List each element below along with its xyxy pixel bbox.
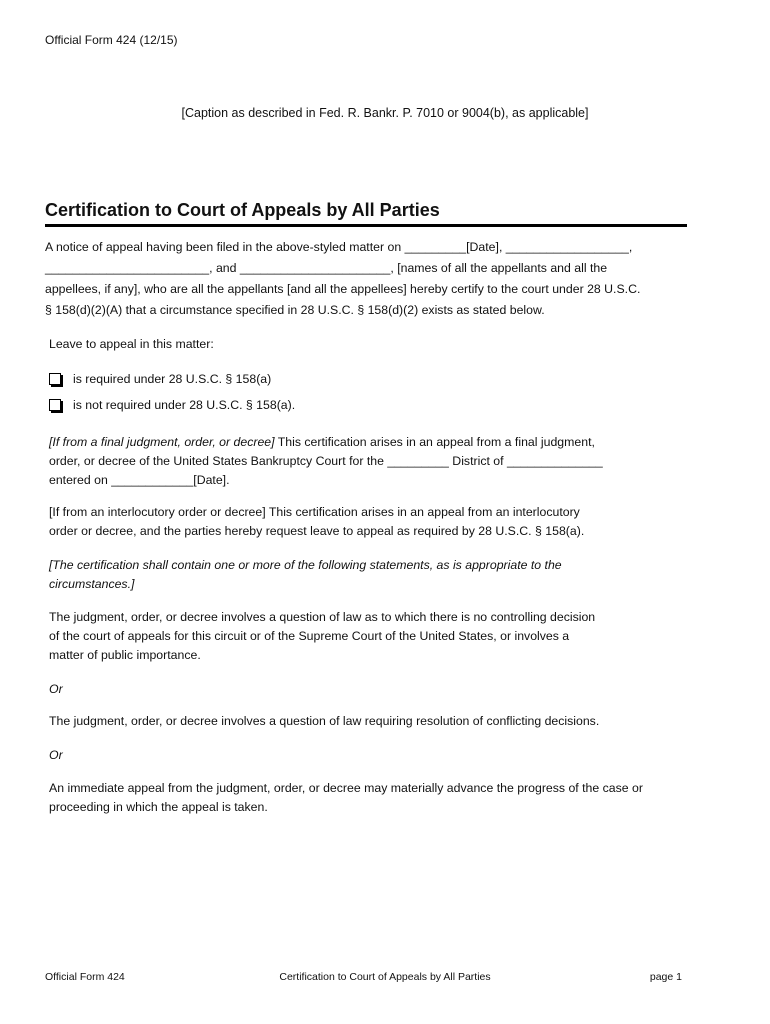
final-judgment-line: order, or decree of the United States Bankruptcy Court for the _________ District of ______________ bbox=[49, 454, 603, 468]
leave-label: Leave to appeal in this matter: bbox=[49, 337, 214, 351]
option-not-required-label: is not required under 28 U.S.C. § 158(a). bbox=[73, 398, 296, 412]
footer-title: Certification to Court of Appeals by All Parties bbox=[279, 971, 491, 983]
footer-page-number: page 1 bbox=[649, 971, 682, 983]
statement-line: proceeding in which the appeal is taken. bbox=[49, 800, 268, 814]
final-judgment-lead: [If from a final judgment, order, or decree] bbox=[49, 435, 275, 449]
statement-line: The judgment, order, or decree involves a question of law as to which there is no controlling decision bbox=[49, 610, 596, 624]
checkbox-not-required[interactable] bbox=[49, 399, 61, 411]
statement-line: An immediate appeal from the judgment, order, or decree may materially advance the progress of the case or bbox=[49, 781, 643, 795]
footer-form-id: Official Form 424 bbox=[45, 971, 125, 983]
intro-line: A notice of appeal having been filed in the above-styled matter on _________[Date], __________________, bbox=[45, 240, 633, 254]
intro-line: appellees, if any], who are all the appellants [and all the appellees] hereby certify to the court under 28 U.S.C. bbox=[45, 282, 641, 296]
instruction-paragraph bbox=[49, 556, 669, 594]
statement-line: matter of public importance. bbox=[49, 648, 201, 662]
intro-line: § 158(d)(2)(A) that a circumstance specified in 28 U.S.C. § 158(d)(2) exists as stated below. bbox=[45, 303, 545, 317]
caption-placeholder: [Caption as described in Fed. R. Bankr. P. 7010 or 9004(b), as applicable] bbox=[181, 106, 589, 120]
interlocutory-line: order or decree, and the parties hereby request leave to appeal as required by 28 U.S.C. § 158(a). bbox=[49, 524, 585, 538]
statement-no-controlling-decision bbox=[49, 608, 669, 665]
option-not-required[interactable] bbox=[49, 392, 295, 418]
statement-line: of the court of appeals for this circuit or of the Supreme Court of the United States, or involves a bbox=[49, 629, 570, 643]
option-required-label: is required under 28 U.S.C. § 158(a) bbox=[73, 372, 272, 386]
title-divider bbox=[45, 224, 687, 227]
or-separator: Or bbox=[49, 682, 63, 696]
option-required[interactable] bbox=[49, 366, 295, 392]
leave-options bbox=[49, 366, 295, 418]
or-separator: Or bbox=[49, 748, 63, 762]
final-judgment-line bbox=[49, 433, 669, 452]
instruction-line: [The certification shall contain one or more of the following statements, as is appropriate to the bbox=[49, 558, 562, 572]
document-title: Certification to Court of Appeals by All Parties bbox=[45, 200, 440, 220]
final-judgment-paragraph bbox=[49, 433, 669, 490]
intro-paragraph bbox=[45, 237, 685, 321]
final-judgment-rest: This certification arises in an appeal from a final judgment, bbox=[274, 435, 595, 449]
statement-immediate-appeal bbox=[49, 779, 689, 817]
intro-line: ________________________, and ______________________, [names of all the appellants and all the bbox=[45, 261, 608, 275]
statement-conflicting-decisions: The judgment, order, or decree involves a question of law requiring resolution of conflicting decisions. bbox=[49, 714, 600, 728]
form-id: Official Form 424 (12/15) bbox=[45, 33, 178, 47]
instruction-line: circumstances.] bbox=[49, 577, 135, 591]
checkbox-required[interactable] bbox=[49, 373, 61, 385]
final-judgment-line: entered on ____________[Date]. bbox=[49, 473, 230, 487]
interlocutory-line: [If from an interlocutory order or decree] This certification arises in an appeal from an interlocutory bbox=[49, 505, 580, 519]
interlocutory-paragraph bbox=[49, 503, 669, 541]
